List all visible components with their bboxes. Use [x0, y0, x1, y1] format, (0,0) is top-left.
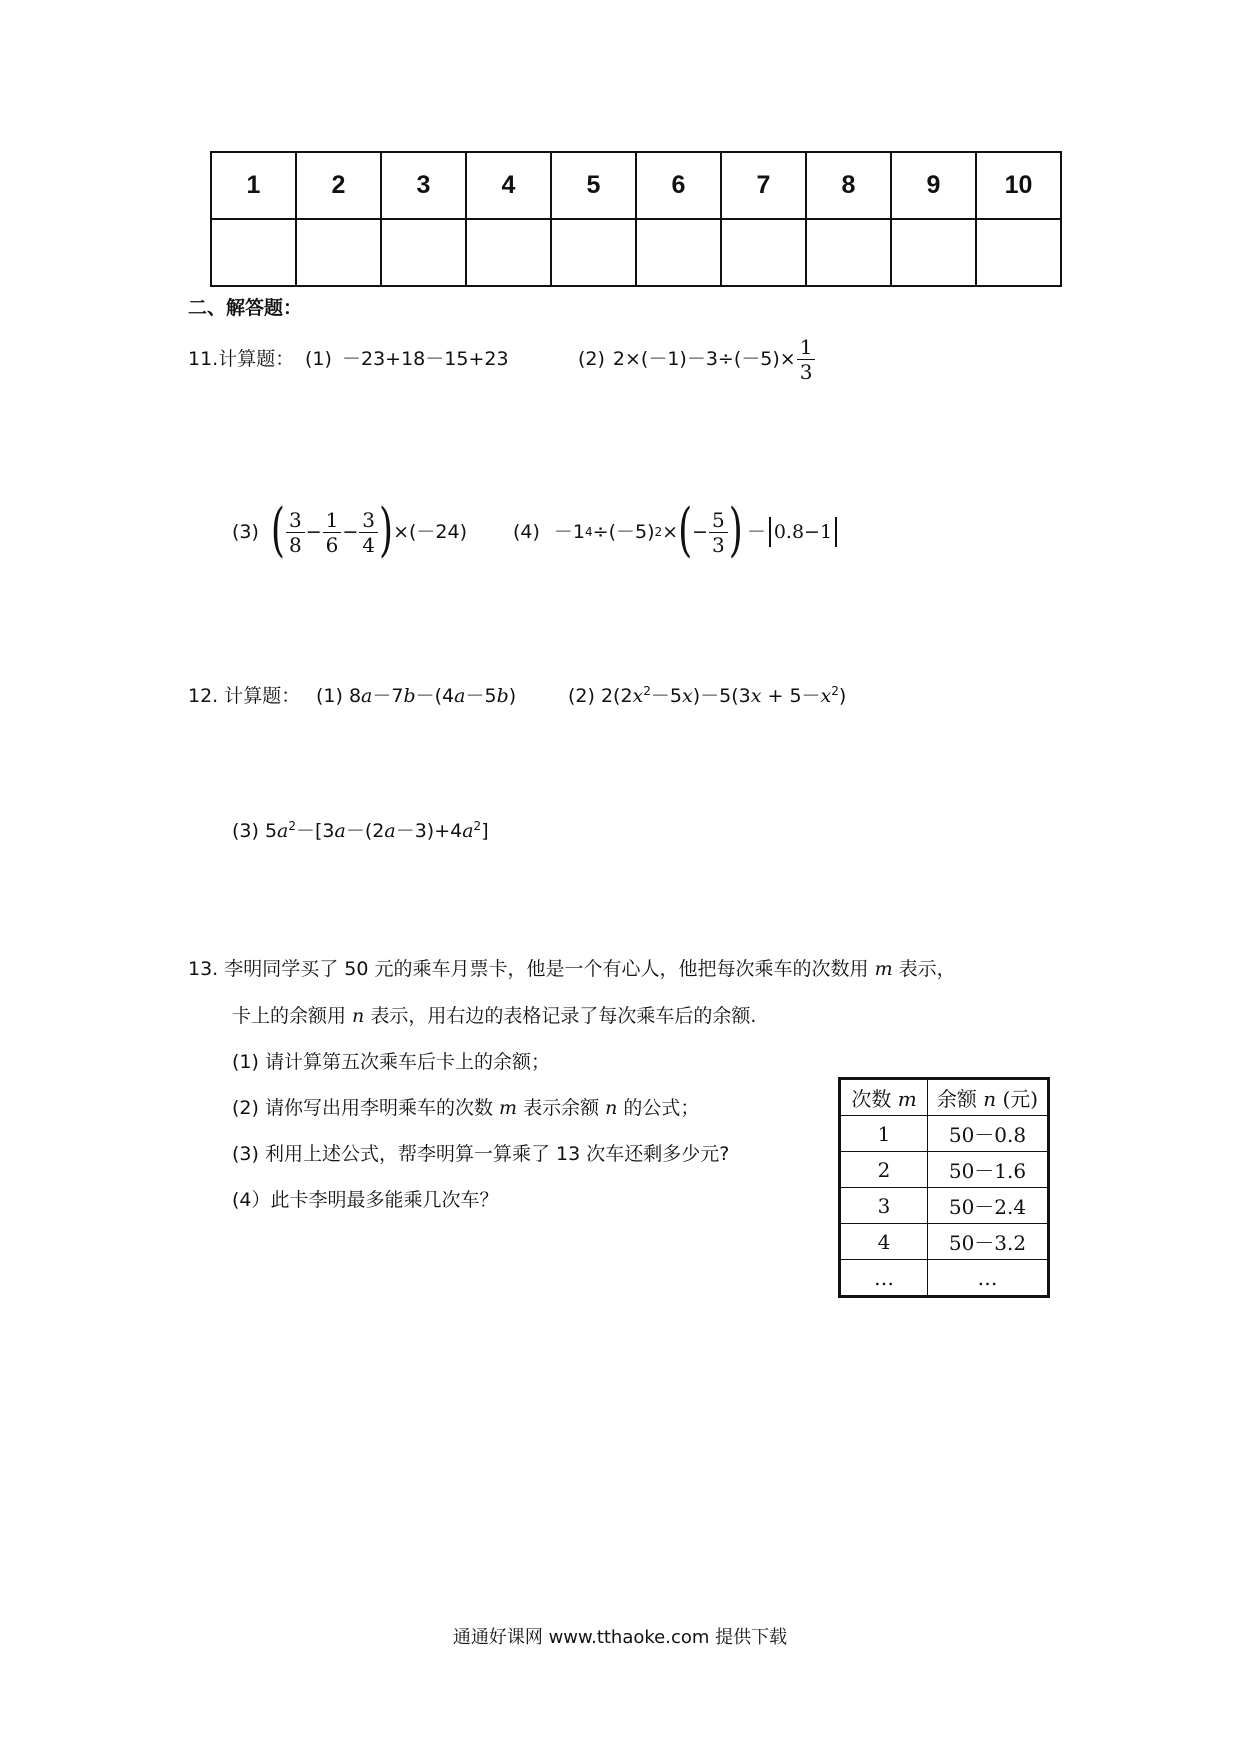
page-footer: 通通好课网 www.tthaoke.com 提供下载: [452, 1627, 788, 1648]
variable: a: [334, 820, 346, 842]
table-row: [840, 1116, 1049, 1152]
table-row: [840, 1152, 1049, 1188]
q12-part2-text: + 5－: [761, 685, 821, 707]
q12-part1-text: －5: [465, 685, 497, 707]
q12-part3-text: －(2: [345, 820, 385, 842]
table-row: [840, 1224, 1049, 1260]
answer-grid-number: 1: [211, 152, 296, 219]
answer-grid-number: 2: [296, 152, 381, 219]
minus-sign: −: [342, 521, 359, 543]
abs-bar-right: [835, 517, 837, 547]
fraction-denominator: 8: [288, 532, 302, 557]
q13-line-1: [188, 956, 956, 982]
variable: a: [454, 685, 466, 707]
fraction-denominator: 3: [799, 359, 813, 384]
variable: x: [682, 685, 693, 707]
header-text: (元): [996, 1087, 1039, 1111]
q11-part1-expression: －23+18－15+23: [342, 348, 509, 370]
answer-grid-number: 4: [466, 152, 551, 219]
table-cell: 50－2.4: [928, 1188, 1049, 1224]
header-text: 余额: [936, 1087, 984, 1111]
variable: a: [277, 820, 289, 842]
answer-cell: [636, 219, 721, 286]
q11-part4-term-b: ÷(－5): [592, 521, 655, 543]
answer-cell: [976, 219, 1061, 286]
table-cell: …: [840, 1260, 928, 1297]
q12-part2: [568, 683, 846, 709]
variable: m: [874, 958, 893, 980]
variable: x: [632, 685, 644, 707]
abs-bar-left: [769, 517, 771, 547]
variable: n: [983, 1087, 997, 1111]
answer-grid: [210, 151, 1062, 287]
variable: m: [499, 1097, 518, 1119]
q13-text: 表示余额: [517, 1097, 606, 1119]
q13-text: (2) 请你写出用李明乘车的次数: [232, 1097, 499, 1119]
fraction-denominator: 3: [712, 532, 725, 557]
right-paren: ): [379, 498, 394, 564]
q13-sub-4: (4）此卡李明最多能乘几次车？: [232, 1189, 499, 1211]
header-text: 次数: [851, 1087, 898, 1111]
table-cell: 1: [840, 1116, 928, 1152]
answer-cell: [721, 219, 806, 286]
section-title: 二、解答题：: [188, 297, 303, 319]
q11-label: 11.计算题：: [188, 348, 295, 370]
times-sign: ×: [662, 521, 679, 543]
variable: a: [361, 685, 373, 707]
q12-part1-text: －(4: [415, 685, 455, 707]
table-header-row: [840, 1079, 1049, 1116]
table-cell: 50－3.2: [928, 1224, 1049, 1260]
q11-part3-fraction-2: [323, 508, 342, 557]
answer-grid-number: 8: [806, 152, 891, 219]
variable: n: [352, 1005, 365, 1027]
fraction-numerator: 5: [709, 508, 728, 533]
table-row: [840, 1188, 1049, 1224]
q11-part3-fraction-3: [359, 508, 378, 557]
variable: b: [403, 685, 416, 707]
answer-cell: [806, 219, 891, 286]
fraction-numerator: 3: [359, 508, 378, 533]
exponent: 2: [831, 684, 839, 698]
variable: x: [820, 685, 832, 707]
fraction-denominator: 4: [362, 532, 376, 557]
q11-part2-expression: 2×(－1)－3÷(－5)×: [612, 348, 796, 370]
variable: a: [462, 820, 474, 842]
q12-part1-text: ): [508, 685, 517, 707]
q13-sub-1: (1) 请计算第五次乘车后卡上的余额；: [232, 1051, 550, 1073]
q11-part4: (4) －1 4 ÷(－5) 2 × ( − $\frac{5}{3}$ ) － 0.8−1: [513, 502, 840, 562]
variable: n: [605, 1097, 618, 1119]
column-header-balance: [928, 1079, 1049, 1116]
answer-grid-number: 7: [721, 152, 806, 219]
q11-part3-fraction-1: [286, 508, 305, 557]
q13-text: 的公式；: [617, 1097, 700, 1119]
q11-part2-label: (2): [578, 348, 605, 370]
answer-grid-header-row: [211, 152, 1061, 219]
table-cell: 3: [840, 1188, 928, 1224]
q11-part2: [578, 330, 816, 388]
answer-cell: [296, 219, 381, 286]
q11-part3-tail: ×(－24): [393, 521, 467, 543]
q12-part1-text: －7: [372, 685, 404, 707]
q11-part3-label: (3): [232, 521, 259, 543]
table-cell: 50－0.8: [928, 1116, 1049, 1152]
q11-part4-label: (4): [513, 521, 540, 543]
q13-text: 13. 李明同学买了 50 元的乘车月票卡，他是一个有心人，他把每次乘车的次数用: [188, 958, 875, 980]
q11-part1-label: (1): [305, 348, 332, 370]
q11-part4-term-a: －1: [553, 521, 586, 543]
q13-sub-2: [232, 1095, 699, 1121]
answer-grid-number: 3: [381, 152, 466, 219]
q12-part2-text: )－5(3: [692, 685, 751, 707]
left-paren: (: [270, 498, 285, 564]
answer-grid-number: 9: [891, 152, 976, 219]
exponent: 2: [473, 819, 482, 833]
answer-grid-number: 10: [976, 152, 1061, 219]
q11-part4-fraction: [709, 508, 728, 557]
answer-cell: [891, 219, 976, 286]
fraction-numerator: 3: [286, 508, 305, 533]
q11-part3: [232, 498, 467, 564]
fraction-numerator: 1: [323, 508, 342, 533]
fraction-denominator: 6: [325, 532, 339, 557]
q13-text: 表示，用右边的表格记录了每次乘车后的余额.: [364, 1005, 757, 1027]
left-paren: (: [678, 498, 693, 564]
table-row: [840, 1260, 1049, 1297]
fraction-numerator: 1: [797, 335, 816, 360]
answer-grid-number: 6: [636, 152, 721, 219]
q12-part3-text: (3) 5: [232, 820, 278, 842]
variable: a: [384, 820, 396, 842]
answer-cell: [466, 219, 551, 286]
q13-line-2: [232, 1003, 756, 1029]
variable: x: [750, 685, 762, 707]
table-cell: …: [928, 1260, 1049, 1297]
q12-label: 12. 计算题：: [188, 685, 301, 707]
balance-table: [838, 1077, 1050, 1298]
answer-cell: [551, 219, 636, 286]
answer-grid-answer-row: [211, 219, 1061, 286]
q12-part3-text: －3)+4: [395, 820, 463, 842]
variable: b: [496, 685, 509, 707]
variable: m: [897, 1087, 917, 1111]
exponent: 2: [643, 684, 651, 698]
table-cell: 4: [840, 1224, 928, 1260]
q11-part2-fraction: [797, 335, 816, 384]
q13-text: 卡上的余额用: [232, 1005, 353, 1027]
q12-part3: [232, 818, 489, 844]
abs-content: 0.8−1: [773, 521, 833, 543]
q12-part1: [316, 683, 516, 709]
q12-part2-text: ): [838, 685, 847, 707]
column-header-count: [840, 1079, 928, 1116]
answer-cell: [381, 219, 466, 286]
q13-text: 表示，: [892, 958, 956, 980]
minus-sign: －: [746, 521, 766, 543]
right-paren: ): [728, 498, 743, 564]
q12-part2-text: (2) 2(2: [568, 685, 633, 707]
answer-cell: [211, 219, 296, 286]
q12-part3-text: ]: [481, 820, 489, 842]
exponent: 2: [288, 819, 297, 833]
table-cell: 2: [840, 1152, 928, 1188]
q12-part1-text: (1) 8: [316, 685, 362, 707]
table-cell: 50－1.6: [928, 1152, 1049, 1188]
answer-grid-number: 5: [551, 152, 636, 219]
minus-sign: −: [692, 521, 709, 543]
minus-sign: −: [305, 521, 322, 543]
q12-part3-text: －[3: [296, 820, 335, 842]
q12-part2-text: －5: [650, 685, 682, 707]
q13-sub-3: (3) 利用上述公式，帮李明算一算乘了 13 次车还剩多少元?: [232, 1143, 730, 1165]
